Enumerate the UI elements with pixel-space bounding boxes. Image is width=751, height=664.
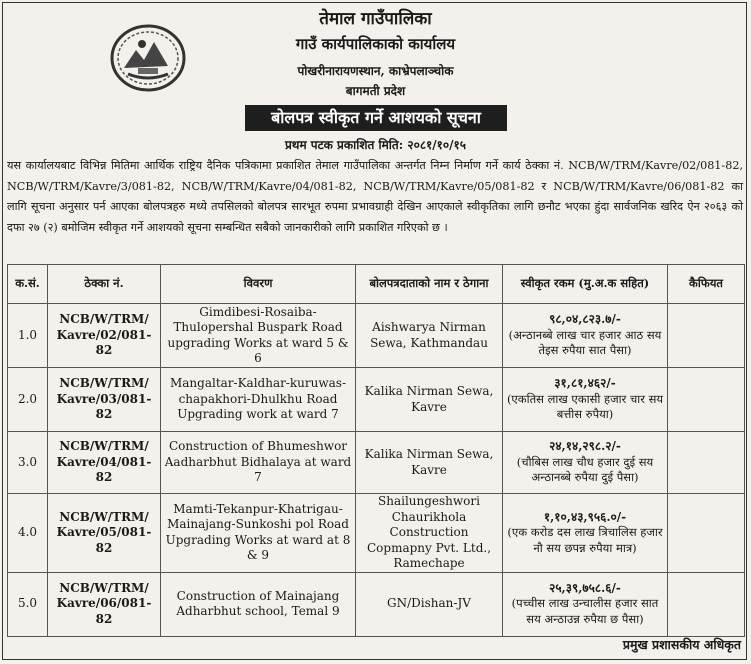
row-desc: Construction of Bhumeshwor Aadharbhut Bidhalaya at ward 7 <box>161 432 356 494</box>
row-remarks <box>668 368 745 432</box>
row-sn: 4.0 <box>8 494 48 573</box>
row-desc: Gimdibesi-Rosaiba-Thulopershal Buspark Road upgrading Works at ward 5 & 6 <box>161 304 356 368</box>
row-bidder: GN/Dishan-JV <box>356 572 503 636</box>
row-desc: Mamti-Tekanpur-Khatrigau-Mainajang-Sunkoshi pol Road Upgrading Works at ward at 8 & 9 <box>161 494 356 573</box>
row-amount: २४,१४,२९८.२/- <box>549 439 621 454</box>
row-sn: 5.0 <box>8 572 48 636</box>
row-amount: ३१,८१,४६२/- <box>554 376 616 391</box>
row-desc: Mangaltar-Kaldhar-kuruwas-chapakhori-Dhulkhu Road Upgrading work at ward 7 <box>161 368 356 432</box>
office-address: पोखरीनारायणस्थान, काभ्रेपलाञ्चोक <box>297 64 454 78</box>
table-row <box>8 304 745 368</box>
row-bidder: Shailungeshwori Chaurikhola Construction Copmapny Pvt. Ltd., Ramechape <box>356 494 503 573</box>
row-amount-cell <box>503 304 668 368</box>
row-bidder: Aishwarya Nirman Sewa, Kathmandau <box>356 304 503 368</box>
awards-table <box>7 264 745 637</box>
row-amount-words: (एक करोड दस लाख त्रिचालिस हजार नौ सय छपन्न रुपैया मात्र) <box>507 525 663 555</box>
row-remarks <box>668 304 745 368</box>
row-amount-words: (अन्ठानब्बे लाख चार हजार आठ सय तेइस रुपैया सात पैसा) <box>508 327 662 358</box>
row-bidder: Kalika Nirman Sewa, Kavre <box>356 432 503 494</box>
row-ref: NCB/W/TRM/ Kavre/06/081-82 <box>48 572 161 636</box>
row-amount-words: (पच्चीस लाख उन्चालीस हजार सात सय अन्ठाउन्न रुपैया छ पैसा) <box>511 596 659 626</box>
row-remarks <box>668 494 745 573</box>
row-desc: Construction of Mainajang Adharbhut school, Temal 9 <box>161 572 356 636</box>
row-amount-cell <box>503 572 668 636</box>
row-ref: NCB/W/TRM/ Kavre/05/081-82 <box>48 494 161 573</box>
row-amount: १,१०,४३,९५६.०/- <box>543 509 627 524</box>
col-header-amount: स्वीकृत रकम (मु.अ.क सहित) <box>503 265 668 304</box>
row-remarks <box>668 432 745 494</box>
col-header-ref: ठेक्का नं. <box>48 265 161 304</box>
col-header-remarks: कैफियत <box>668 265 745 304</box>
table-row <box>8 432 745 494</box>
row-amount-words: (एकतिस लाख एकासी हजार चार सय बत्तीस रुपैया) <box>506 391 664 422</box>
row-amount-cell <box>503 432 668 494</box>
signature-title: प्रमुख प्रशासकीय अधिकृत <box>622 637 741 652</box>
office-subtitle: गाउँ कार्यपालिकाको कार्यालय <box>295 35 456 53</box>
row-amount-words: (चौबिस लाख चौध हजार दुई सय अन्ठानब्बे रुपैया दुई पैसा) <box>516 454 654 485</box>
row-ref: NCB/W/TRM/ Kavre/04/081-82 <box>48 432 161 494</box>
col-header-desc: विवरण <box>161 265 356 304</box>
row-sn: 2.0 <box>8 368 48 432</box>
row-amount-cell <box>503 494 668 573</box>
row-amount: २५,३९,७५८.६/- <box>549 580 621 595</box>
table-row <box>8 494 745 573</box>
notice-title: बोलपत्र स्वीकृत गर्ने आशयको सूचना <box>245 105 507 131</box>
row-amount: ९८,०४,८२३.७/- <box>549 312 621 327</box>
published-date: प्रथम पटक प्रकाशित मिति: २०८१/१०/१५ <box>284 138 467 152</box>
col-header-sn: क.सं. <box>8 265 48 304</box>
row-ref: NCB/W/TRM/ Kavre/02/081-82 <box>48 304 161 368</box>
row-bidder: Kalika Nirman Sewa, Kavre <box>356 368 503 432</box>
row-remarks <box>668 572 745 636</box>
province: बागमती प्रदेश <box>345 84 406 98</box>
col-header-bidder: बोलपत्रदाताको नाम र ठेगाना <box>356 265 503 304</box>
row-sn: 3.0 <box>8 432 48 494</box>
row-amount-cell <box>503 368 668 432</box>
table-row <box>8 368 745 432</box>
row-sn: 1.0 <box>8 304 48 368</box>
intro-paragraph: यस कार्यालयबाट विभिन्न मितिमा आर्थिक राष्ट्रिय दैनिक पत्रिकामा प्रकाशित तेमाल गाउँपालिका अन्तर्गत निम्न निर्माण गर्ने कार्य ठेक्का नं. NCB/W/TRM/Kavre/02/081-82, NCB/W/TRM/Kavre/3/081-82, NCB/W/TRM/Kavre/04/081-82, NCB/W/TRM/Kavre/05/081-82 र NCB/W/TRM/Kavre/06/081-82 का लागि सूचना अनुसार पर्न आएका बोलपत्रहरु मध्ये तपसिलको बोलपत्र सारभूत रुपमा प्रभावग्राही देखिन आएकाले स्वीकृतिका लागि छनौट भएका हुंदा सार्वजनिक खरिद ऐन २०६३ को दफा २७ (२) बमोजिम स्वीकृत गर्ने आशयको सूचना सम्बन्धित सबैको जानकारीको लागि प्रकाशित गरिएको छ । <box>7 159 743 234</box>
row-ref: NCB/W/TRM/ Kavre/03/081-82 <box>48 368 161 432</box>
office-name: तेमाल गाउँपालिका <box>319 9 432 29</box>
table-header-row <box>8 265 745 304</box>
table-row <box>8 572 745 636</box>
